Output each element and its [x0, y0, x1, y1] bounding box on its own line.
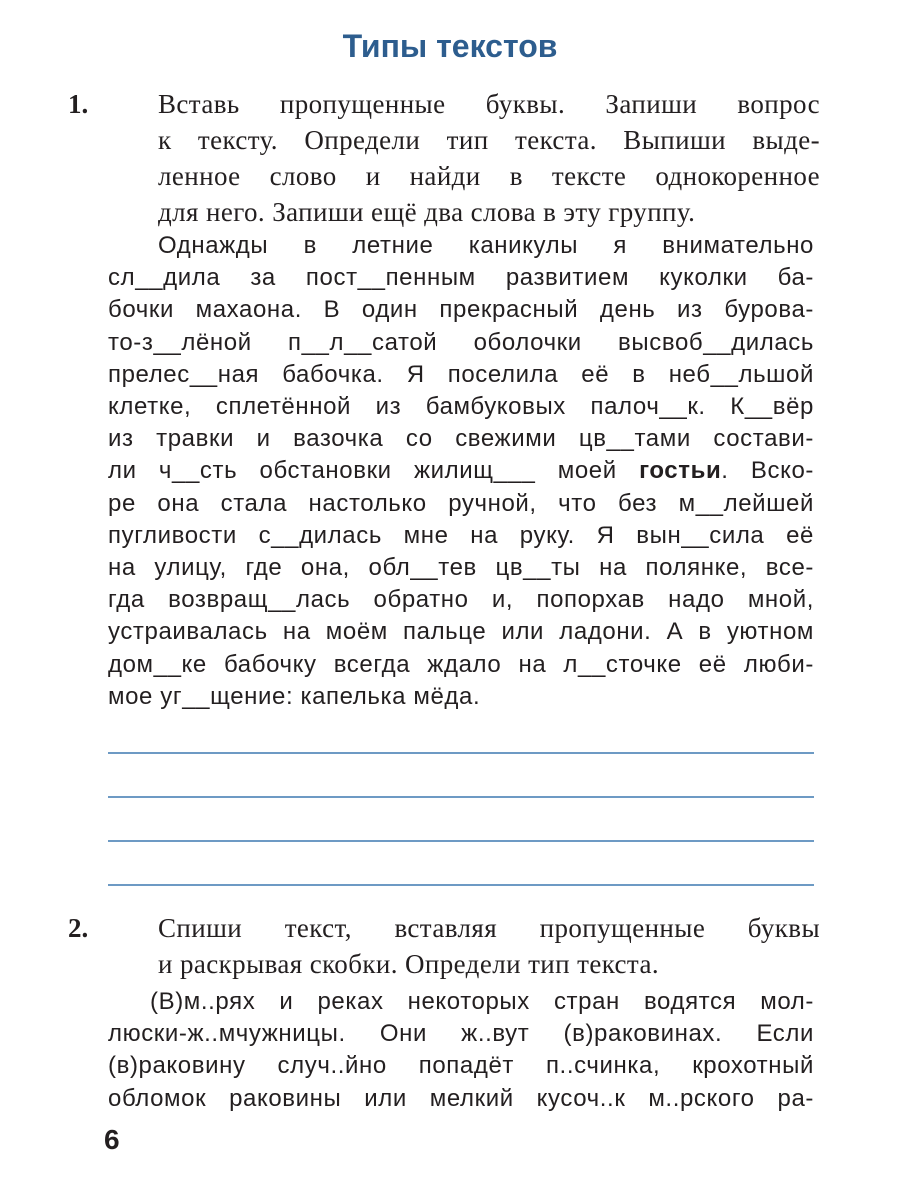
task-1-number: 1. — [68, 89, 89, 119]
task-2-text — [108, 986, 814, 1115]
task-2-number: 2. — [68, 913, 89, 943]
instruction-line: Вставь пропущенные буквы. Запиши вопрос — [158, 89, 820, 119]
text-line: Однажды в летние каникулы я внимательно — [158, 232, 814, 259]
instruction-line: для него. Запиши ещё два слова в эту группу. — [158, 197, 696, 227]
instruction-line: к тексту. Определи тип текста. Выпиши выде- — [158, 125, 820, 155]
text-line: клетке, сплетённой из бамбуковых палоч__к. К__вёр — [108, 393, 814, 421]
text-line: устраивалась на моём пальце или ладони. А в уютном — [108, 618, 814, 646]
text-line: мое уг__щение: капелька мёда. — [108, 682, 481, 710]
text-line: сл__дила за пост__пенным развитием куколки ба- — [108, 264, 814, 292]
instruction-line: Спиши текст, вставляя пропущенные буквы — [158, 913, 820, 943]
text-line: (в)раковину случ..йно попадёт п..счинка, крохотный — [108, 1052, 814, 1080]
text-line-with-bold — [108, 455, 814, 487]
text-line: гда возвращ__лась обратно и, попорхав надо мной, — [108, 586, 814, 614]
text-line: на улицу, где она, обл__тев цв__ты на полянке, все- — [108, 554, 814, 582]
task-1-paragraph — [108, 230, 814, 713]
answer-line[interactable] — [108, 884, 814, 886]
text-segment: ли ч__сть обстановки жилищ___ моей — [108, 457, 617, 485]
text-line: обломок раковины или мелкий кусоч..к м..рского ра- — [108, 1084, 814, 1112]
page-title: Типы текстов — [342, 28, 558, 64]
task-2 — [68, 910, 820, 982]
highlighted-word: гостьи — [639, 457, 722, 485]
page-number: 6 — [104, 1124, 120, 1155]
text-line: дом__ке бабочку всегда ждало на л__сточке её люби- — [108, 650, 814, 678]
answer-line[interactable] — [108, 796, 814, 798]
text-line: то-з__лёной п__л__сатой оболочки высвоб__дилась — [108, 328, 814, 356]
answer-line[interactable] — [108, 752, 814, 754]
text-line: пугливости с__дилась мне на руку. Я вын__сила её — [108, 521, 814, 549]
text-line: прелес__ная бабочка. Я поселила её в неб__льшой — [108, 360, 814, 388]
task-1-instruction — [108, 86, 820, 230]
task-2-paragraph — [108, 986, 814, 1115]
task-1-text — [108, 230, 814, 713]
answer-lines — [108, 752, 814, 928]
text-line: ре она стала настолько ручной, что без м__лейшей — [108, 489, 814, 517]
task-2-instruction — [108, 910, 820, 982]
text-line: бочки махаона. В один прекрасный день из бурова- — [108, 296, 814, 324]
task-1 — [68, 86, 820, 230]
instruction-line: ленное слово и найди в тексте однокоренное — [158, 161, 820, 191]
text-segment: . Вско- — [721, 457, 814, 485]
answer-line[interactable] — [108, 840, 814, 842]
text-line: из травки и вазочка со свежими цв__тами состави- — [108, 425, 814, 453]
instruction-line: и раскрывая скобки. Определи тип текста. — [158, 949, 659, 979]
text-line: (В)м..рях и реках некоторых стран водятся мол- — [150, 988, 814, 1015]
text-line: люски-ж..мчужницы. Они ж..вут (в)раковинах. Если — [108, 1020, 814, 1048]
